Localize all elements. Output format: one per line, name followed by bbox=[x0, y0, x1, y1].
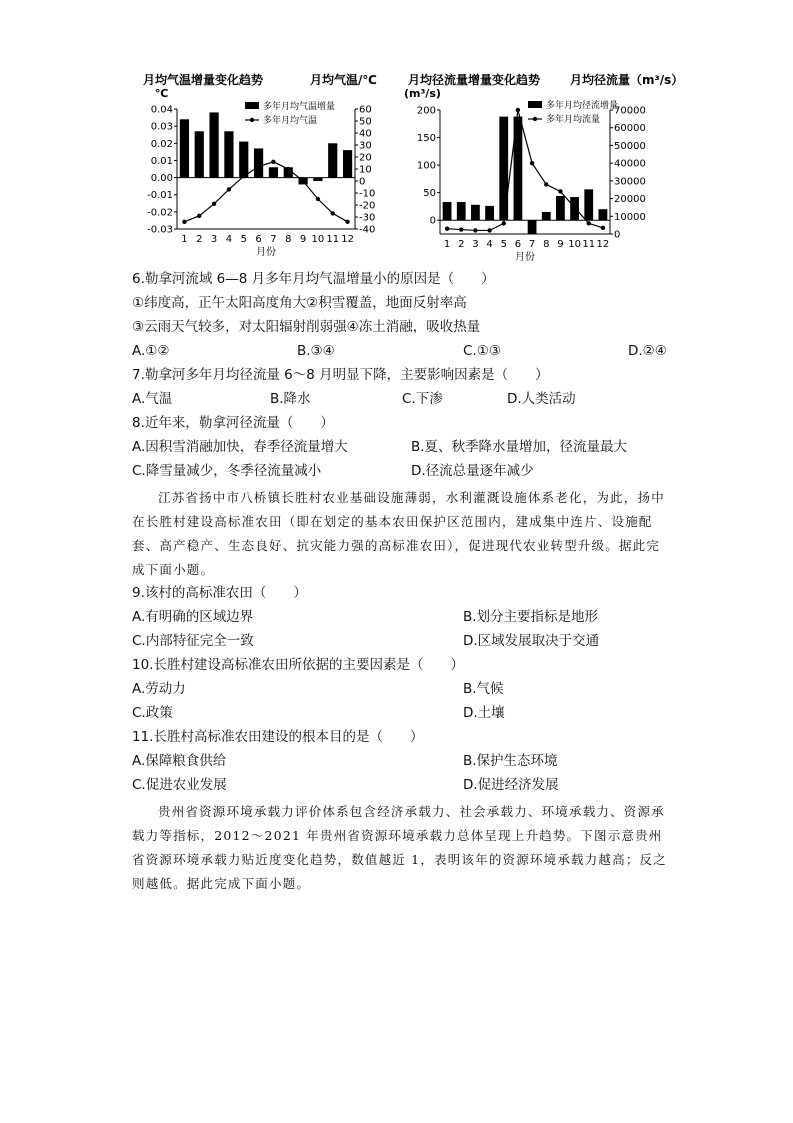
series-line bbox=[447, 110, 603, 230]
bar bbox=[224, 131, 233, 177]
left-tick-label: -0.02 bbox=[147, 207, 173, 219]
right-tick-label: 0 bbox=[359, 176, 366, 188]
right-tick-label: 10000 bbox=[614, 211, 646, 223]
left-tick-label: 150 bbox=[416, 133, 436, 145]
left-tick-label: 0.01 bbox=[150, 155, 173, 167]
question-8: 8.近年来，勒拿河径流量（ ） bbox=[132, 415, 334, 431]
x-tick-label: 5 bbox=[500, 239, 507, 250]
right-tick-label: 0 bbox=[614, 229, 621, 241]
left-tick-label: 0.04 bbox=[150, 104, 173, 116]
temperature-chart bbox=[135, 72, 385, 258]
bar bbox=[599, 209, 608, 220]
legend-line-label: 多年月均气温 bbox=[263, 116, 318, 126]
question-10-option-b[interactable]: B.气候 bbox=[463, 681, 504, 697]
bar bbox=[499, 117, 508, 221]
line-point bbox=[459, 227, 463, 231]
bar bbox=[269, 167, 278, 177]
x-tick-label: 9 bbox=[557, 239, 564, 250]
line-point bbox=[212, 202, 216, 206]
x-tick-label: 1 bbox=[443, 239, 451, 250]
question-9-option-a[interactable]: A.有明确的区域边界 bbox=[132, 609, 254, 625]
bar bbox=[343, 150, 352, 177]
left-tick-label: 0.02 bbox=[150, 138, 173, 150]
line-point bbox=[197, 214, 201, 218]
bar bbox=[485, 206, 494, 220]
legend-bar-swatch bbox=[245, 102, 259, 109]
question-6-option-c[interactable]: C.①③ bbox=[463, 343, 501, 359]
question-9-option-c[interactable]: C.内部特征完全一致 bbox=[132, 633, 254, 649]
bar bbox=[180, 119, 189, 177]
question-6: 6.勒拿河流域 6—8 月多年月均气温增量小的原因是（ ） bbox=[132, 271, 495, 287]
question-9-option-d[interactable]: D.区域发展取决于交通 bbox=[463, 633, 600, 649]
x-tick-label: 11 bbox=[582, 239, 596, 250]
line-point bbox=[572, 205, 576, 209]
right-tick-label: 20000 bbox=[614, 194, 646, 206]
left-tick-label: 100 bbox=[416, 160, 436, 172]
question-6-option-b[interactable]: B.③④ bbox=[297, 343, 335, 359]
legend-bar-label: 多年月均径流增量 bbox=[546, 101, 619, 111]
right-tick-label: -20 bbox=[359, 200, 376, 212]
legend-line-point bbox=[533, 117, 537, 121]
line-point bbox=[502, 221, 506, 225]
x-tick-label: 5 bbox=[240, 234, 247, 245]
x-tick-label: 12 bbox=[596, 239, 610, 250]
question-7-option-d[interactable]: D.人类活动 bbox=[507, 391, 576, 407]
x-tick-label: 6 bbox=[255, 234, 262, 245]
question-7-option-c[interactable]: C.下渗 bbox=[402, 391, 443, 407]
right-tick-label: 50000 bbox=[614, 140, 646, 152]
right-tick-label: -40 bbox=[359, 224, 376, 236]
x-tick-label: 12 bbox=[341, 234, 354, 245]
x-tick-label: 7 bbox=[270, 234, 277, 245]
line-point bbox=[516, 108, 520, 112]
question-8-option-c[interactable]: C.降雪量减少，冬季径流量减小 bbox=[132, 463, 322, 479]
x-tick-label: 8 bbox=[285, 234, 292, 245]
line-point bbox=[558, 189, 562, 193]
x-tick-label: 10 bbox=[311, 234, 325, 245]
bar bbox=[556, 196, 565, 220]
chart-title: 月均径流量增量变化趋势 bbox=[408, 73, 541, 87]
right-tick-label: -10 bbox=[359, 188, 376, 200]
bar bbox=[195, 131, 204, 177]
bar bbox=[528, 220, 537, 234]
question-7-option-b[interactable]: B.降水 bbox=[270, 391, 311, 407]
question-10-option-d[interactable]: D.土壤 bbox=[463, 705, 505, 721]
bar bbox=[471, 205, 480, 220]
bar bbox=[328, 143, 337, 177]
question-8-option-b[interactable]: B.夏、秋季降水量增加，径流量最大 bbox=[411, 439, 628, 455]
x-tick-label: 4 bbox=[486, 239, 493, 250]
line-point bbox=[256, 164, 260, 168]
line-point bbox=[530, 161, 534, 165]
line-point bbox=[331, 211, 335, 215]
line-point bbox=[316, 197, 320, 201]
bar bbox=[254, 148, 263, 177]
line-point bbox=[544, 182, 548, 186]
legend-bar-swatch bbox=[528, 101, 542, 108]
reading-passage-1: 江苏省扬中市八桥镇长胜村农业基础设施薄弱，水利灌溉设施体系老化，为此，扬中在长胜村建设高标准农田（即在划定的基本农田保护区范围内，建成集中连片、设施配套、高产稳产、生态良好、抗灾能力强的高标准农田），促进现代农业转型升级。据此完成下面小题。 bbox=[132, 490, 665, 577]
chart-left-axis-unit: ℃ bbox=[155, 87, 169, 100]
bar bbox=[209, 112, 218, 177]
question-6-option-a[interactable]: A.①② bbox=[132, 343, 170, 359]
right-tick-label: -30 bbox=[359, 212, 376, 224]
line-point bbox=[301, 179, 305, 183]
question-8-option-d[interactable]: D.径流总量逐年减少 bbox=[411, 463, 534, 479]
left-tick-label: 0 bbox=[429, 215, 436, 227]
left-tick-label: 0.00 bbox=[150, 173, 173, 185]
bar bbox=[457, 202, 466, 220]
legend-line-label: 多年月均流量 bbox=[546, 115, 601, 125]
line-point bbox=[227, 187, 231, 191]
bar bbox=[239, 142, 248, 178]
question-11-option-b[interactable]: B.保护生态环境 bbox=[463, 753, 558, 769]
line-point bbox=[601, 226, 605, 230]
x-tick-label: 2 bbox=[458, 239, 465, 250]
x-tick-label: 10 bbox=[568, 239, 581, 250]
series-line bbox=[184, 162, 347, 222]
left-tick-label: -0.01 bbox=[147, 190, 173, 202]
line-point bbox=[242, 174, 246, 178]
line-point bbox=[587, 221, 591, 225]
x-tick-label: 8 bbox=[543, 239, 550, 250]
chart-left-axis-unit: (m³/s) bbox=[404, 87, 441, 100]
line-point bbox=[473, 228, 477, 232]
question-9: 9.该村的高标准农田（ ） bbox=[132, 585, 307, 601]
bar bbox=[584, 189, 593, 220]
chart-right-axis-title: 月均气温/℃ bbox=[310, 73, 377, 87]
right-tick-label: 30000 bbox=[614, 176, 646, 188]
line-point bbox=[271, 160, 275, 164]
question-6-statement-1: ①纬度高，正午太阳高度角大②积雪覆盖，地面反射率高 bbox=[132, 295, 467, 311]
right-tick-label: 40 bbox=[359, 128, 372, 140]
question-7-option-a[interactable]: A.气温 bbox=[132, 391, 173, 407]
x-tick-label: 1 bbox=[181, 234, 188, 245]
question-10-option-a[interactable]: A.劳动力 bbox=[132, 681, 186, 697]
bar bbox=[443, 202, 452, 220]
left-tick-label: 0.03 bbox=[150, 121, 173, 133]
left-tick-label: -0.03 bbox=[147, 224, 173, 236]
question-11-option-a[interactable]: A.保障粮食供给 bbox=[132, 753, 227, 769]
question-7: 7.勒拿河多年月均径流量 6～8 月明显下降，主要影响因素是（ ） bbox=[132, 367, 549, 383]
bar bbox=[313, 178, 322, 181]
right-tick-label: 60000 bbox=[614, 123, 646, 135]
x-tick-label: 3 bbox=[210, 234, 218, 245]
x-tick-label: 3 bbox=[472, 239, 479, 250]
runoff-chart bbox=[400, 72, 690, 263]
x-tick-label: 6 bbox=[514, 239, 522, 250]
question-11: 11.长胜村高标准农田建设的根本目的是（ ） bbox=[132, 729, 424, 745]
question-6-statement-2: ③云雨天气较多，对太阳辐射削弱强④冻土消融，吸收热量 bbox=[132, 319, 481, 335]
right-tick-label: 30 bbox=[359, 140, 372, 152]
x-tick-label: 9 bbox=[299, 234, 307, 245]
line-point bbox=[445, 226, 449, 230]
left-tick-label: 50 bbox=[423, 188, 436, 200]
legend-bar-label: 多年月均气温增量 bbox=[263, 102, 336, 112]
right-tick-label: 10 bbox=[359, 164, 372, 176]
question-8-option-a[interactable]: A.因积雪消融加快，春季径流量增大 bbox=[132, 439, 348, 455]
right-tick-label: 20 bbox=[359, 152, 372, 164]
x-tick-label: 2 bbox=[196, 234, 203, 245]
line-point bbox=[487, 228, 491, 232]
bar bbox=[542, 212, 551, 220]
legend-line-point bbox=[250, 118, 254, 122]
question-10-option-c[interactable]: C.政策 bbox=[132, 705, 173, 721]
line-point bbox=[182, 220, 186, 224]
right-tick-label: 50 bbox=[359, 116, 372, 128]
left-tick-label: 200 bbox=[416, 105, 436, 117]
question-6-option-d[interactable]: D.②④ bbox=[628, 343, 667, 359]
chart-right-axis-title: 月均径流量（m³/s） bbox=[570, 73, 684, 87]
question-9-option-b[interactable]: B.划分主要指标是地形 bbox=[463, 609, 599, 625]
chart-title: 月均气温增量变化趋势 bbox=[143, 73, 264, 87]
right-tick-label: 60 bbox=[359, 104, 372, 116]
x-axis-label: 月份 bbox=[515, 252, 535, 263]
question-11-option-c[interactable]: C.促进农业发展 bbox=[132, 777, 227, 793]
x-tick-label: 11 bbox=[326, 234, 340, 245]
question-10: 10.长胜村建设高标准农田所依据的主要因素是（ ） bbox=[132, 657, 464, 673]
line-point bbox=[345, 220, 349, 224]
x-tick-label: 4 bbox=[225, 234, 233, 245]
question-11-option-d[interactable]: D.促进经济发展 bbox=[463, 777, 559, 793]
x-tick-label: 7 bbox=[528, 239, 536, 250]
right-tick-label: 40000 bbox=[614, 158, 646, 170]
x-axis-label: 月份 bbox=[256, 247, 276, 258]
reading-passage-2: 贵州省资源环境承载力评价体系包含经济承载力、社会承载力、环境承载力、资源承载力等指标，2012～2021 年贵州省资源环境承载力总体呈现上升趋势。下图示意贵州省资源环境承载力贴近度变化趋势，数值越近 1，表明该年的资源环境承载力越高；反之则越低。据此完成下面小题。 bbox=[132, 804, 667, 891]
right-tick-label: 70000 bbox=[614, 105, 646, 117]
line-point bbox=[286, 167, 290, 171]
